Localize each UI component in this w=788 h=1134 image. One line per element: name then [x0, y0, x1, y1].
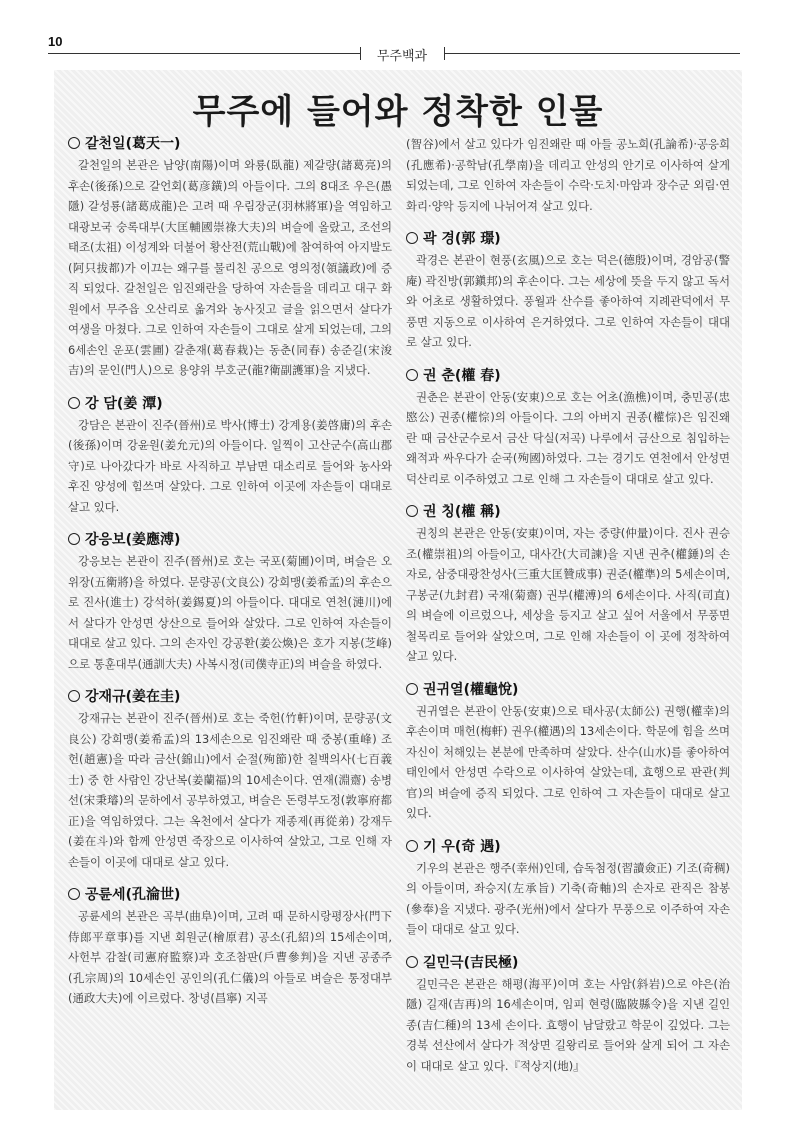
person-name: 권 춘(權 春): [423, 367, 501, 384]
person-description: 권춘은 본관이 안동(安東)으로 호는 어초(漁樵)이며, 충민공(忠愍公) 권종(權悰)의 아들이다. 그의 아버지 권종(權悰)은 임진왜란 때 금산군수로서 금산 닥실(저곡) 나루에서 금산으로 침입하는 왜적과 싸우다가 순국(殉國)하였다. 그는 경기도 연천에서 안성면 덕산리로 이주하였고 그로 인해 그 자손들이 대대로 살고 있다.: [406, 389, 730, 486]
person-name: 강응보(姜應溥): [85, 532, 181, 548]
person-heading: [68, 394, 392, 414]
circle-bullet-icon: [68, 533, 80, 545]
person-entry: [406, 366, 730, 490]
person-entry: [68, 530, 392, 674]
person-heading: [68, 530, 392, 550]
person-description: 갈천일의 본관은 남양(南陽)이며 와룡(臥龍) 제갈량(諸葛亮)의 후손(後孫)으로 갈언회(葛彦鐄)의 아들이다. 그의 8대조 우은(愚隱) 갈성룡(諸葛成龍)은 고려 때 우림장군(羽林將軍)을 역임하고 대광보국 숭록대부(大匡輔國崇祿大夫)의 벼슬에 올랐고, 조선의 태조(太祖) 이성계와 더불어 황산전(荒山戰)에 참여하여 아지발도(阿只拔都)가 이끄는 왜구를 물리친 공으로 영의정(領議政)에 증직 되었다. 갈천일은 임진왜란을 당하여 자손들을 데리고 대구 화원에서 무주읍 오산리로 옮겨와 농사짓고 글을 읽으면서 살다가 여생을 마쳤다. 그로 인하여 자손들이 그대로 살게 되었는데, 그의 6세손인 운포(雲圃) 갈춘재(葛春栽)는 동춘(同春) 송준길(宋浚吉)의 문인(門人)으로 용양위 부호군(龍?衛副護軍)을 지냈다.: [68, 158, 392, 377]
person-description: 곽경은 본관이 현풍(玄風)으로 호는 덕은(德殷)이며, 경암공(警庵) 곽진방(郭鎭邦)의 후손이다. 그는 세상에 뜻을 두지 않고 독서와 어초로 생활하였다. 풍월과 산수를 좋아하여 지례관덕에서 무풍면 지동으로 이사하여 은거하였다. 그로 인하여 자손들이 대대로 살고 있다.: [406, 253, 730, 349]
person-entry-continued: [406, 134, 730, 216]
person-description: 강담은 본관이 진주(晉州)로 박사(博士) 강계용(姜啓庸)의 후손(後孫)이며 강윤원(姜允元)의 아들이다. 일찍이 고산군수(高山郡守)로 나아갔다가 바로 사직하고 부남면 대소리로 들어와 농사와 후진 양성에 힘쓰며 살았다. 그로 인하여 이곳에 자손들이 대대로 살고 있다.: [68, 417, 392, 514]
person-name: 강 담(姜 潭): [85, 395, 163, 412]
person-heading: [406, 953, 730, 973]
person-heading: [406, 229, 730, 249]
left-column: [68, 134, 392, 1089]
person-heading: [406, 502, 730, 522]
circle-bullet-icon: [68, 888, 80, 900]
person-heading: [406, 680, 730, 700]
person-heading: [68, 134, 392, 154]
article-columns: [68, 134, 730, 1089]
person-entry: [406, 837, 730, 940]
person-entry: [68, 687, 392, 872]
content-panel: [54, 70, 742, 1110]
circle-bullet-icon: [68, 397, 80, 409]
right-column: [406, 134, 730, 1089]
running-header: [48, 44, 740, 64]
person-name: 권귀열(權龜悅): [423, 681, 519, 698]
circle-bullet-icon: [406, 232, 418, 244]
section-title: 무주백과: [376, 48, 428, 63]
person-entry: [406, 229, 730, 353]
person-heading: [68, 687, 392, 707]
person-entry: [68, 885, 392, 1009]
person-entry: [406, 953, 730, 1077]
person-name: 길민극(吉民極): [423, 954, 519, 971]
person-entry: [406, 680, 730, 824]
person-entry: [68, 134, 392, 381]
circle-bullet-icon: [68, 690, 80, 702]
person-description: 강재규는 본관이 진주(晉州)로 호는 죽헌(竹軒)이며, 문량공(文良公) 강희맹(姜希孟)의 13세손으로 임진왜란 때 중봉(重峰) 조헌(趙憲)을 따라 금산(錦山)에서 순절(殉節)한 칠백의사(七百義士) 중 한 사람인 강난복(姜蘭福)의 10세손이다. 연재(淵齋) 송병선(宋秉璿)의 문하에서 공부하였고, 벼슬은 돈령부도정(敦寧府都正)을 역임하였다. 그는 옥천에서 살다가 재종제(再從弟) 강재두(姜在斗)와 함께 안성면 죽장으로 이사하여 살았고, 그로 인해 자손들이 이곳에 대대로 살고 있다.: [68, 711, 392, 869]
person-name: 권 칭(權 稱): [423, 504, 501, 520]
page-number: 10: [48, 34, 63, 49]
circle-bullet-icon: [406, 683, 418, 695]
person-entry: [68, 394, 392, 518]
person-description: 길민극은 본관은 해평(海平)이며 호는 사암(斜岩)으로 야은(治隱) 길재(吉再)의 16세손이며, 임피 현령(臨陂縣令)을 지낸 길인종(吉仁種)의 13세 손이다. 효행이 남달랐고 학문이 깊었다. 그는 경북 선산에서 살다가 적상면 길왕리로 들어와 살게 되어 그 자손이 대대로 살고 있다.『적상지(地)』: [406, 976, 730, 1073]
circle-bullet-icon: [406, 840, 418, 852]
person-name: 기 우(奇 遇): [423, 838, 501, 855]
person-heading: [68, 885, 392, 905]
circle-bullet-icon: [406, 505, 418, 517]
person-description: 권귀열은 본관이 안동(安東)으로 태사공(太師公) 권행(權幸)의 후손이며 매헌(梅軒) 권우(權遇)의 13세손이다. 학문에 힘을 쓰며 자신이 처해있는 본분에 만족하며 살았다. 산수(山水)를 좋아하여 태인에서 안성면 수락으로 이사하여 살았는데, 효행으로 판관(判官)의 벼슬에 증직 되었다. 그로 인하여 그 자손들이 대대로 살고 있다.: [406, 703, 730, 820]
person-description: 강응보는 본관이 진주(晉州)로 호는 국포(菊圃)이며, 벼슬은 오위장(五衛將)을 하였다. 문량공(文良公) 강희맹(姜希孟)의 후손으로 진사(進士) 강석하(姜錫夏)의 아들이다. 대대로 연천(漣川)에서 살다가 안성면 상산으로 들어와 살았다. 그로 인하여 자손들이 대대로 살고 있다. 그의 손자인 강공환(姜公煥)은 호가 지봉(芝峰)으로 통훈대부(通訓大夫) 사복시정(司僕寺正)의 벼슬을 하였다.: [68, 554, 392, 671]
person-name: 곽 경(郭 璟): [423, 231, 501, 247]
person-name: 강재규(姜在圭): [85, 689, 181, 705]
person-description: (智谷)에서 살고 있다가 임진왜란 때 아들 공노희(孔論希)·공응희(孔應希)·공학남(孔學南)을 데리고 안성의 안기로 이사하여 살게 되었는데, 그로 인하여 자손들이 수락·도치·마암과 장수군 외림·연화리·양악 등지에 나뉘어져 살고 있다.: [406, 137, 730, 213]
person-description: 권칭의 본관은 안동(安東)이며, 자는 중량(仲量)이다. 진사 권승조(權崇祖)의 아들이고, 대사간(大司諫)을 지낸 권추(權錘)의 손자로, 삼중대광찬성사(三重大匡贊成事) 권준(權準)의 5세손이며, 구봉군(九封君) 국재(菊齋) 권부(權溥)의 6세손이다. 사직(司直)의 벼슬에 이르렀으나, 세상을 등지고 살고 싶어 서울에서 무풍면 철목리로 들어와 살았으며, 그로 인해 자손들이 이 곳에 정착하여 살고 있다.: [406, 526, 730, 663]
page-title: 무주에 들어와 정착한 인물: [192, 92, 604, 132]
person-entry: [406, 502, 730, 667]
header-rule-right: [444, 53, 740, 54]
person-name: 갈천일(葛天一): [85, 136, 181, 152]
person-heading: [406, 837, 730, 857]
person-name: 공륜세(孔淪世): [85, 887, 181, 903]
person-description: 공륜세의 본관은 곡부(曲阜)이며, 고려 때 문하시랑평장사(門下侍郎平章事)를 지낸 회원군(檜原君) 공소(孔紹)의 15세손이며, 사헌부 감찰(司憲府監察)과 호조참판(戶曹參判)을 지낸 공종주(孔宗周)의 10세손인 공인의(孔仁儀)의 아들로 벼슬은 통정대부(通政大夫)에 이르렀다. 창녕(昌寧) 지곡: [68, 909, 392, 1005]
circle-bullet-icon: [68, 137, 80, 149]
header-rule-left: [48, 53, 360, 54]
person-description: 기우의 본관은 행주(幸州)인데, 습독첨정(習讀僉正) 기조(奇稠)의 아들이며, 좌승지(左承旨) 기축(奇軸)의 손자로 관직은 참봉(參奉)을 지냈다. 광주(光州)에서 살다가 무풍으로 이주하여 자손들이 대대로 살고 있다.: [406, 860, 730, 936]
circle-bullet-icon: [406, 956, 418, 968]
person-heading: [406, 366, 730, 386]
circle-bullet-icon: [406, 369, 418, 381]
